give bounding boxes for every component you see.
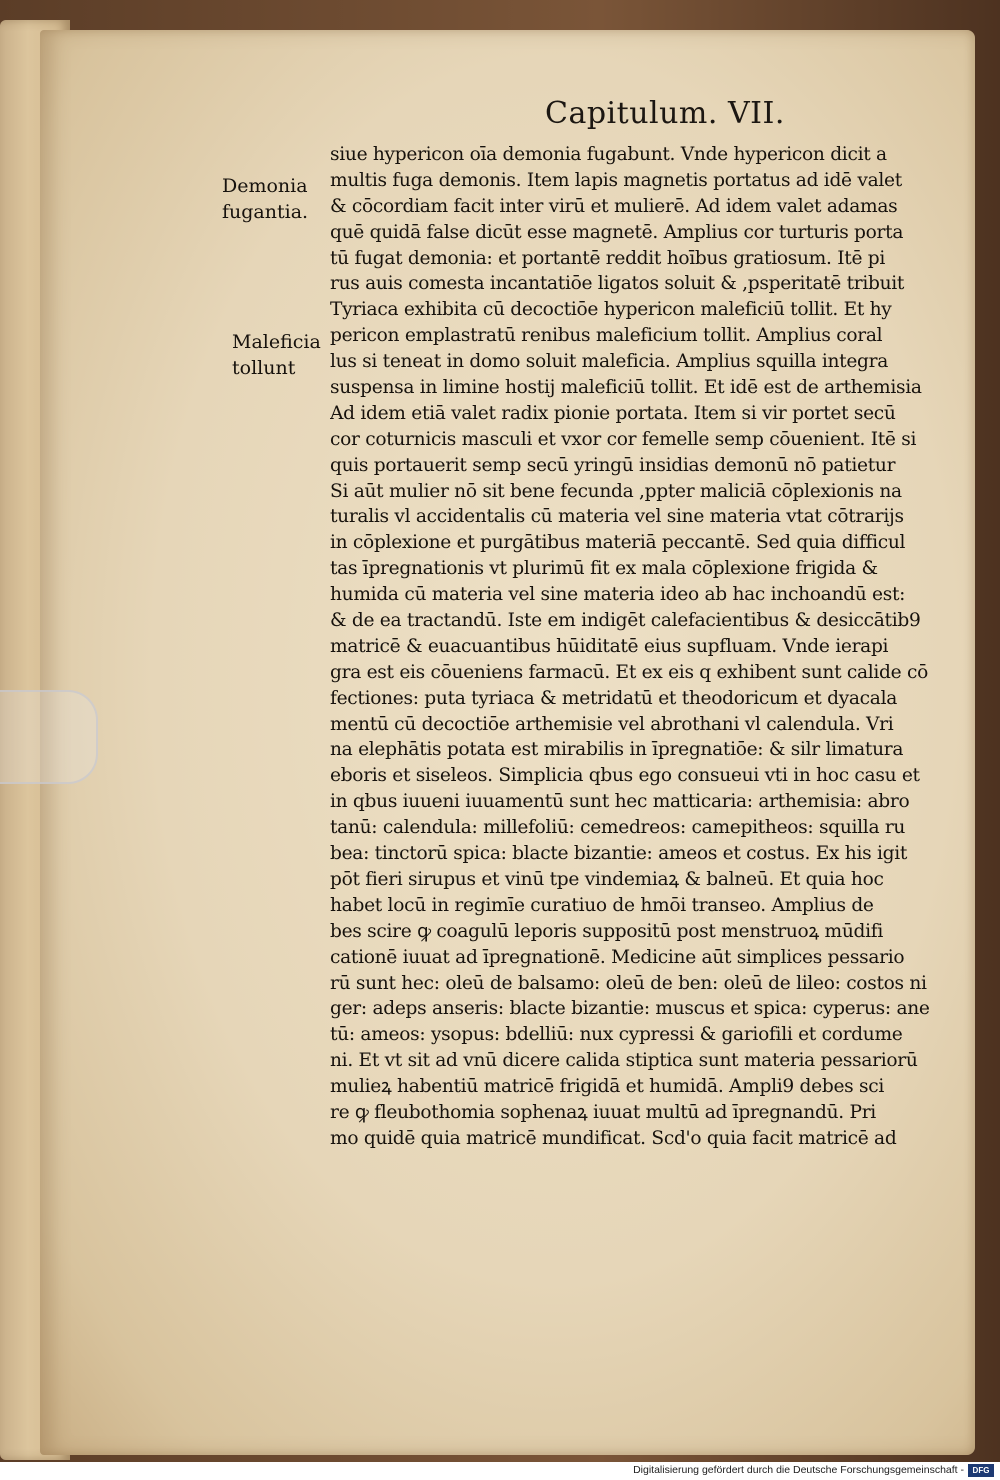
text-line: turalis vl accidentalis cū materia vel sine materia vtat cōtrarijs bbox=[330, 506, 904, 528]
text-line: suspensa in limine hostij maleficiū tollit. Et idē est de arthemisia bbox=[330, 377, 922, 399]
marginal-note-text: Maleficia tollunt bbox=[232, 331, 321, 379]
text-line: fectiones: puta tyriaca & metridatū et theodoricum et dyacala bbox=[330, 687, 898, 709]
text-line: mentū cū decoctiōe arthemisie vel abrothani vl calendula. Vri bbox=[330, 713, 894, 735]
text-line: ni. Et vt sit ad vnū dicere calida stiptica sunt materia pessariorū bbox=[330, 1050, 918, 1072]
text-line: habet locū in regimīe curatiuo de hmōi transeo. Amplius de bbox=[330, 894, 874, 916]
text-line: Tyriaca exhibita cū decoctiōe hypericon maleficiū tollit. Et hy bbox=[330, 299, 892, 321]
text-line: pericon emplastratū renibus maleficium tollit. Amplius coral bbox=[330, 325, 883, 347]
body-text bbox=[330, 142, 950, 1152]
text-line: re ꝙ fleubothomia sophenaꝝ iuuat multū ad īpregnandū. Pri bbox=[330, 1101, 876, 1123]
text-line: siue hypericon oīa demonia fugabunt. Vnde hypericon dicit a bbox=[330, 144, 887, 165]
text-line: na elephātis potata est mirabilis in īpregnatiōe: & silr limatura bbox=[330, 739, 904, 761]
text-line: cationē iuuat ad īpregnationē. Medicine aūt simplices pessario bbox=[330, 946, 905, 968]
text-line: ger: adeps anseris: blacte bizantie: muscus et spica: cyperus: ane bbox=[330, 998, 930, 1020]
text-line: humida cū materia vel sine materia ideo ab hac inchoandū est: bbox=[330, 584, 906, 606]
footer-bar bbox=[0, 1462, 1000, 1480]
dfg-logo: DFG bbox=[968, 1464, 994, 1477]
text-line: mulieꝝ habentiū matricē frigidā et humidā. Ampli9 debes sci bbox=[330, 1076, 885, 1098]
chapter-heading: Capitulum. VII. bbox=[545, 96, 785, 131]
marginal-note-maleficia bbox=[232, 330, 321, 382]
marginal-note-demonia bbox=[222, 174, 308, 226]
text-line: gra est eis cōueniens farmacū. Et ex eis q exhibent sunt calide cō bbox=[330, 661, 928, 683]
text-line: rū sunt hec: oleū de balsamo: oleū de ben: oleū de lileo: costos ni bbox=[330, 972, 927, 994]
text-line: bea: tinctorū spica: blacte bizantie: ameos et costus. Ex his igit bbox=[330, 843, 908, 865]
text-line: Ad idem etiā valet radix pionie portata. Item si vir portet secū bbox=[330, 402, 896, 424]
text-line: matricē & euacuantibus hūiditatē eius supfluam. Vnde ierapi bbox=[330, 635, 889, 657]
text-line: tū fugat demonia: et portantē reddit hoībus gratiosum. Itē pi bbox=[330, 247, 886, 269]
text-line: quis portauerit semp secū yringū insidias demonū nō patietur bbox=[330, 454, 896, 476]
text-line: lus si teneat in domo soluit maleficia. Amplius squilla integra bbox=[330, 351, 889, 373]
text-line: pōt fieri sirupus et vinū tpe vindemiaꝝ & balneū. Et quia hoc bbox=[330, 868, 884, 890]
text-line: tū: ameos: ysopus: bdelliū: nux cypressi & gariofili et cordume bbox=[330, 1024, 903, 1046]
text-line: in cōplexione et purgātibus materiā peccantē. Sed quia difficul bbox=[330, 532, 906, 554]
page-clip bbox=[0, 690, 98, 784]
text-line: tas īpregnationis vt plurimū fit ex mala cōplexione frigida & bbox=[330, 558, 878, 580]
text-line: mo quidē quia matricē mundificat. Scd'o quia facit matricē ad bbox=[330, 1127, 897, 1149]
text-line: eboris et siseleos. Simplicia qbus ego consueui vti in hoc casu et bbox=[330, 765, 920, 787]
text-line: & de ea tractandū. Iste em indigēt calefacientibus & desiccātib9 bbox=[330, 610, 921, 632]
text-line: quē quidā false dicūt esse magnetē. Amplius cor turturis porta bbox=[330, 221, 904, 243]
text-line: & cōcordiam facit inter virū et mulierē. Ad idem valet adamas bbox=[330, 195, 898, 217]
text-line: cor coturnicis masculi et vxor cor femelle semp cōuenient. Itē si bbox=[330, 428, 917, 450]
footer-credit: Digitalisierung gefördert durch die Deutsche Forschungsgemeinschaft - bbox=[633, 1464, 964, 1476]
text-line: bes scire ꝙ coagulū leporis suppositū post menstruoꝝ mūdifi bbox=[330, 920, 883, 942]
text-line: tanū: calendula: millefoliū: cemedreos: camepitheos: squilla ru bbox=[330, 817, 906, 839]
text-line: rus auis comesta incantatiōe ligatos soluit & ,psperitatē tribuit bbox=[330, 273, 905, 295]
marginal-note-text: Demonia fugantia. bbox=[222, 175, 309, 223]
text-line: multis fuga demonis. Item lapis magnetis portatus ad idē valet bbox=[330, 169, 902, 191]
text-line: Si aūt mulier nō sit bene fecunda ,ppter maliciā cōplexionis na bbox=[330, 480, 902, 502]
text-line: in qbus iuueni iuuamentū sunt hec matticaria: arthemisia: abro bbox=[330, 791, 910, 813]
